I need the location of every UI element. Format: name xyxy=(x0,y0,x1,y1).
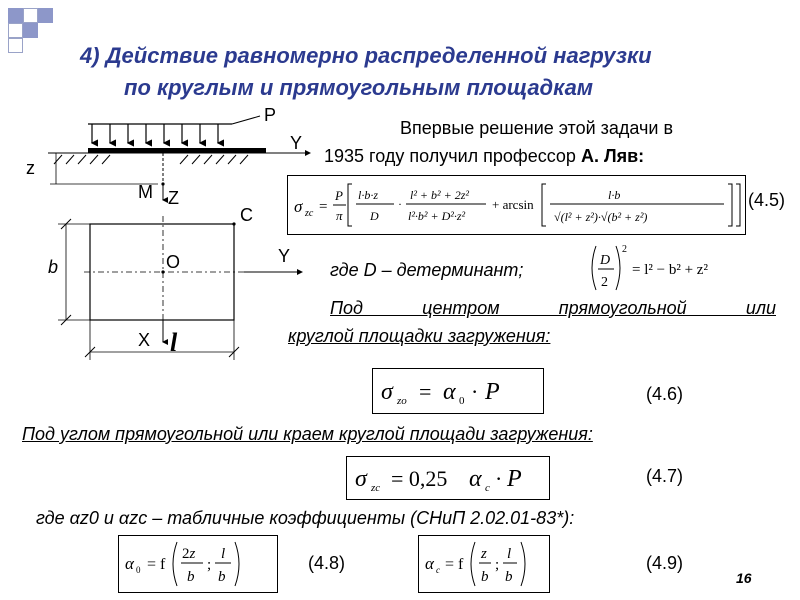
svg-text:l²·b² + D²·z²: l²·b² + D²·z² xyxy=(408,209,466,223)
svg-text:= l² − b² + z²: = l² − b² + z² xyxy=(632,262,708,278)
page-number: 16 xyxy=(736,570,752,586)
svg-text:b: b xyxy=(505,569,513,585)
title-line-2: по круглым и прямоугольным площадкам xyxy=(124,75,594,100)
determinant-text: где D – детерминант; xyxy=(330,260,524,280)
svg-text:b: b xyxy=(187,569,195,585)
corner-text: Под углом прямоугольной или краем круглой площади загружения: xyxy=(22,424,593,444)
label-axis-Y-top: Y xyxy=(290,133,303,153)
svg-text:α: α xyxy=(425,554,434,573)
svg-text:α: α xyxy=(125,554,134,573)
label-point-O: O xyxy=(166,252,181,272)
label-axis-X: X xyxy=(138,330,151,350)
svg-text:√(l² + z²)·√(b² + z²): √(l² + z²)·√(b² + z²) xyxy=(554,210,648,224)
svg-text:=: = xyxy=(319,199,328,215)
svg-text:D: D xyxy=(600,253,611,268)
svg-text:σ: σ xyxy=(355,466,367,492)
svg-text:·: · xyxy=(495,466,503,491)
equation-number-4-8: (4.8) xyxy=(308,553,346,573)
label-point-M: M xyxy=(138,182,153,202)
formula-determinant xyxy=(586,240,776,301)
label-dim-b: b xyxy=(48,257,59,277)
label-axis-Y-mid: Y xyxy=(278,246,291,266)
formula-4-7 xyxy=(346,456,550,500)
formula-4-8-svg xyxy=(119,536,277,592)
svg-text:l·b: l·b xyxy=(608,188,621,202)
svg-text:α: α xyxy=(443,379,456,405)
formula-4-9 xyxy=(418,535,550,593)
svg-text:l: l xyxy=(507,546,512,562)
intro-line-2-name: А. Ляв: xyxy=(580,146,645,166)
svg-text:l: l xyxy=(221,546,226,562)
svg-text:D: D xyxy=(370,209,379,223)
svg-text:=: = xyxy=(419,379,432,404)
svg-text:zo: zo xyxy=(397,395,407,407)
svg-text:2z: 2z xyxy=(182,546,196,562)
label-dim-l: l xyxy=(170,328,178,357)
svg-text:α: α xyxy=(469,466,482,492)
label-depth-z: z xyxy=(26,158,35,178)
svg-text:+ arcsin: + arcsin xyxy=(492,197,534,212)
formula-4-6 xyxy=(372,368,544,414)
svg-text:;: ; xyxy=(207,557,212,573)
svg-text:;: ; xyxy=(495,557,500,573)
intro-line-1: Впервые решение этой задачи в xyxy=(400,118,674,138)
svg-text:π: π xyxy=(336,208,343,223)
svg-text:0: 0 xyxy=(459,395,465,407)
label-load-P: P xyxy=(264,105,277,125)
formula-determinant-svg xyxy=(586,240,776,296)
svg-text:σ: σ xyxy=(294,197,303,216)
svg-text:·: · xyxy=(398,197,402,211)
svg-text:zc: zc xyxy=(305,208,314,219)
formula-4-5-svg xyxy=(288,176,745,234)
svg-text:σ: σ xyxy=(381,379,393,405)
center-text-line-2: круглой площадки загружения: xyxy=(288,326,551,346)
svg-text:= f: = f xyxy=(445,556,464,573)
svg-text:P: P xyxy=(507,466,522,492)
equation-number-4-6: (4.6) xyxy=(646,384,684,404)
formula-4-6-svg xyxy=(373,369,543,413)
svg-text:zc: zc xyxy=(371,482,381,494)
equation-number-4-9: (4.9) xyxy=(646,553,684,573)
formula-4-5 xyxy=(287,175,746,235)
svg-text:P: P xyxy=(335,188,343,203)
svg-text:= f: = f xyxy=(147,556,166,573)
formula-4-8 xyxy=(118,535,278,593)
svg-text:z: z xyxy=(481,546,487,562)
intro-line-2 xyxy=(324,146,644,167)
formula-4-9-svg xyxy=(419,536,549,592)
svg-text:·: · xyxy=(471,379,479,404)
svg-text:= 0,25: = 0,25 xyxy=(391,466,448,491)
svg-text:P: P xyxy=(485,379,500,405)
coefficients-text: где αz0 и αzc – табличные коэффициенты (СНиП 2.02.01-83*): xyxy=(36,508,575,528)
svg-text:2: 2 xyxy=(601,275,608,290)
svg-text:2: 2 xyxy=(622,244,627,255)
svg-text:0: 0 xyxy=(136,565,141,575)
svg-text:l·b·z: l·b·z xyxy=(358,188,379,202)
title-line-1: 4) Действие равномерно распределенной нагрузки xyxy=(80,43,652,68)
svg-text:c: c xyxy=(485,482,490,494)
svg-text:b: b xyxy=(218,569,226,585)
formula-4-7-svg xyxy=(347,457,549,499)
center-text-line-1: Под центром прямоугольной или xyxy=(330,298,776,318)
label-axis-Z: Z xyxy=(168,188,179,208)
svg-text:l² + b² + 2z²: l² + b² + 2z² xyxy=(410,188,469,202)
equation-number-4-7: (4.7) xyxy=(646,466,684,486)
svg-text:c: c xyxy=(436,565,440,575)
intro-line-2-text: 1935 году получил профессор xyxy=(324,146,581,166)
equation-number-4-5: (4.5) xyxy=(748,190,786,210)
label-point-C: C xyxy=(240,205,253,225)
svg-text:b: b xyxy=(481,569,489,585)
